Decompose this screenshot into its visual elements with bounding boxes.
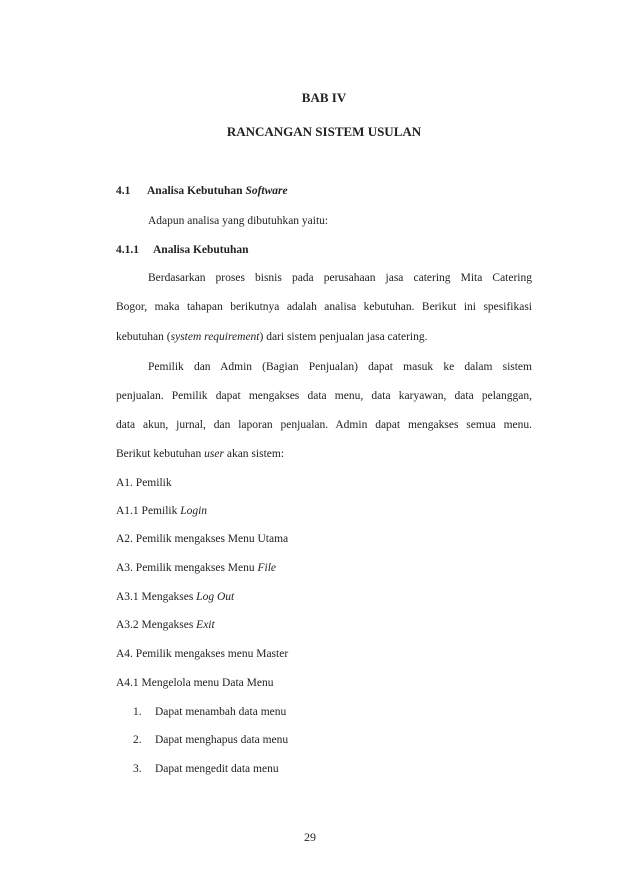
intro-text: Adapun analisa yang dibutuhkan yaitu: [148, 215, 329, 227]
list-number: 3. [133, 763, 142, 775]
text-run: kebutuhan ( [116, 331, 171, 343]
section-number: 4.1 [116, 185, 131, 197]
section-heading-4-1-1 [116, 243, 532, 257]
text-run-italic: File [257, 562, 277, 574]
para2-line1: Pemilik dan Admin (Bagian Penjualan) dapat masuk ke dalam sistem [148, 361, 532, 373]
requirement-a3-2 [116, 618, 532, 632]
text-run: A1.1 Pemilik [116, 505, 181, 517]
requirement-a4-1: A4.1 Mengelola menu Data Menu [116, 677, 274, 689]
para1-line2: Bogor, maka tahapan berikutnya adalah analisa kebutuhan. Berikut ini spesifikasi [116, 301, 532, 313]
list-number: 1. [133, 706, 142, 718]
chapter-title: RANCANGAN SISTEM USULAN [226, 124, 422, 139]
text-run: ) dari sistem penjualan jasa catering. [259, 331, 428, 343]
text-run: A3.1 Mengakses [116, 591, 197, 603]
para1-line1: Berdasarkan proses bisnis pada perusahaan jasa catering Mita Catering [148, 272, 532, 284]
list-number: 2. [133, 734, 142, 746]
requirement-a1: A1. Pemilik [116, 477, 172, 489]
requirement-a1-1 [116, 504, 532, 518]
section-title: Analisa Kebutuhan [153, 244, 249, 256]
list-text: Dapat menghapus data menu [155, 734, 289, 746]
text-run-italic: user [204, 448, 224, 460]
text-run-italic: system requirement [170, 331, 260, 343]
list-text: Dapat menambah data menu [155, 706, 287, 718]
text-run: A3.2 Mengakses [116, 619, 197, 631]
list-item [133, 705, 286, 719]
text-run-italic: Login [180, 505, 208, 517]
para2-line3: data akun, jurnal, dan laporan penjualan. Admin dapat mengakses semua menu. [116, 419, 532, 431]
para2-line2: penjualan. Pemilik dapat mengakses data menu, data karyawan, data pelanggan, [116, 390, 532, 402]
section-heading-4-1 [116, 184, 532, 198]
section-title-italic: Software [245, 185, 288, 197]
list-item [133, 762, 279, 776]
text-run: Berikut kebutuhan [116, 448, 205, 460]
section-number: 4.1.1 [116, 244, 139, 256]
requirement-a3 [116, 561, 532, 575]
section-title: Analisa Kebutuhan [147, 185, 246, 197]
text-run: akan sistem: [223, 448, 285, 460]
para1-line3 [116, 330, 532, 344]
page-number: 29 [304, 830, 316, 844]
text-run: A3. Pemilik mengakses Menu [116, 562, 258, 574]
chapter-label: BAB IV [301, 90, 347, 105]
para2-line4 [116, 447, 532, 461]
list-item [133, 733, 288, 747]
requirement-a2: A2. Pemilik mengakses Menu Utama [116, 533, 289, 545]
requirement-a3-1 [116, 590, 532, 604]
text-run-italic: Exit [196, 619, 215, 631]
text-run-italic: Log Out [196, 591, 235, 603]
requirement-a4: A4. Pemilik mengakses menu Master [116, 648, 289, 660]
list-text: Dapat mengedit data menu [155, 763, 279, 775]
